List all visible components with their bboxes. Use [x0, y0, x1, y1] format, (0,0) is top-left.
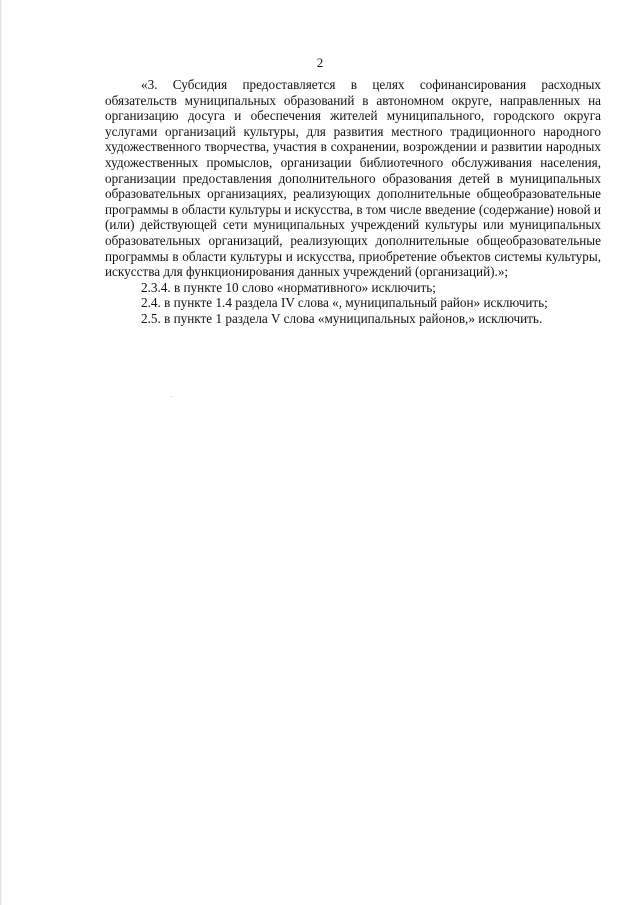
scan-speck [171, 396, 172, 397]
amendment-item-2-5: 2.5. в пункте 1 раздела V слова «муниципальных районов,» исключить. [141, 310, 543, 326]
document-body [105, 77, 601, 327]
page-number: 2 [316, 55, 324, 70]
scan-edge [0, 0, 2, 905]
amendment-item-2-4: 2.4. в пункте 1.4 раздела IV слова «, муниципальный район» исключить; [141, 295, 548, 311]
subsidy-paragraph: «3. Субсидия предоставляется в целях софинансирования расходных обязательств муниципальных образований в автономном округе, направленных на организацию досуга и обеспечения жителей муниципального, городского округа услугами организаций культуры, для развития местного традиционного народного художественного творчества, участия в сохранении, возрождении и развитии народных художественных промыслов, организации библиотечного обслуживания населения, организации предоставления дополнительного образования детей в муниципальных образовательных организациях, реализующих дополнительные общеобразовательные программы в области культуры и искусства, в том числе введение (содержание) новой и (или) действующей сети муниципальных учреждений культуры или муниципальных образовательных организаций, реализующих дополнительные общеобразовательные программы в области культуры и искусства, приобретение объектов системы культуры, искусства для функционирования данных учреждений (организаций).»; [105, 77, 601, 280]
amendment-item-2-3-4: 2.3.4. в пункте 10 слово «нормативного» исключить; [141, 279, 436, 295]
